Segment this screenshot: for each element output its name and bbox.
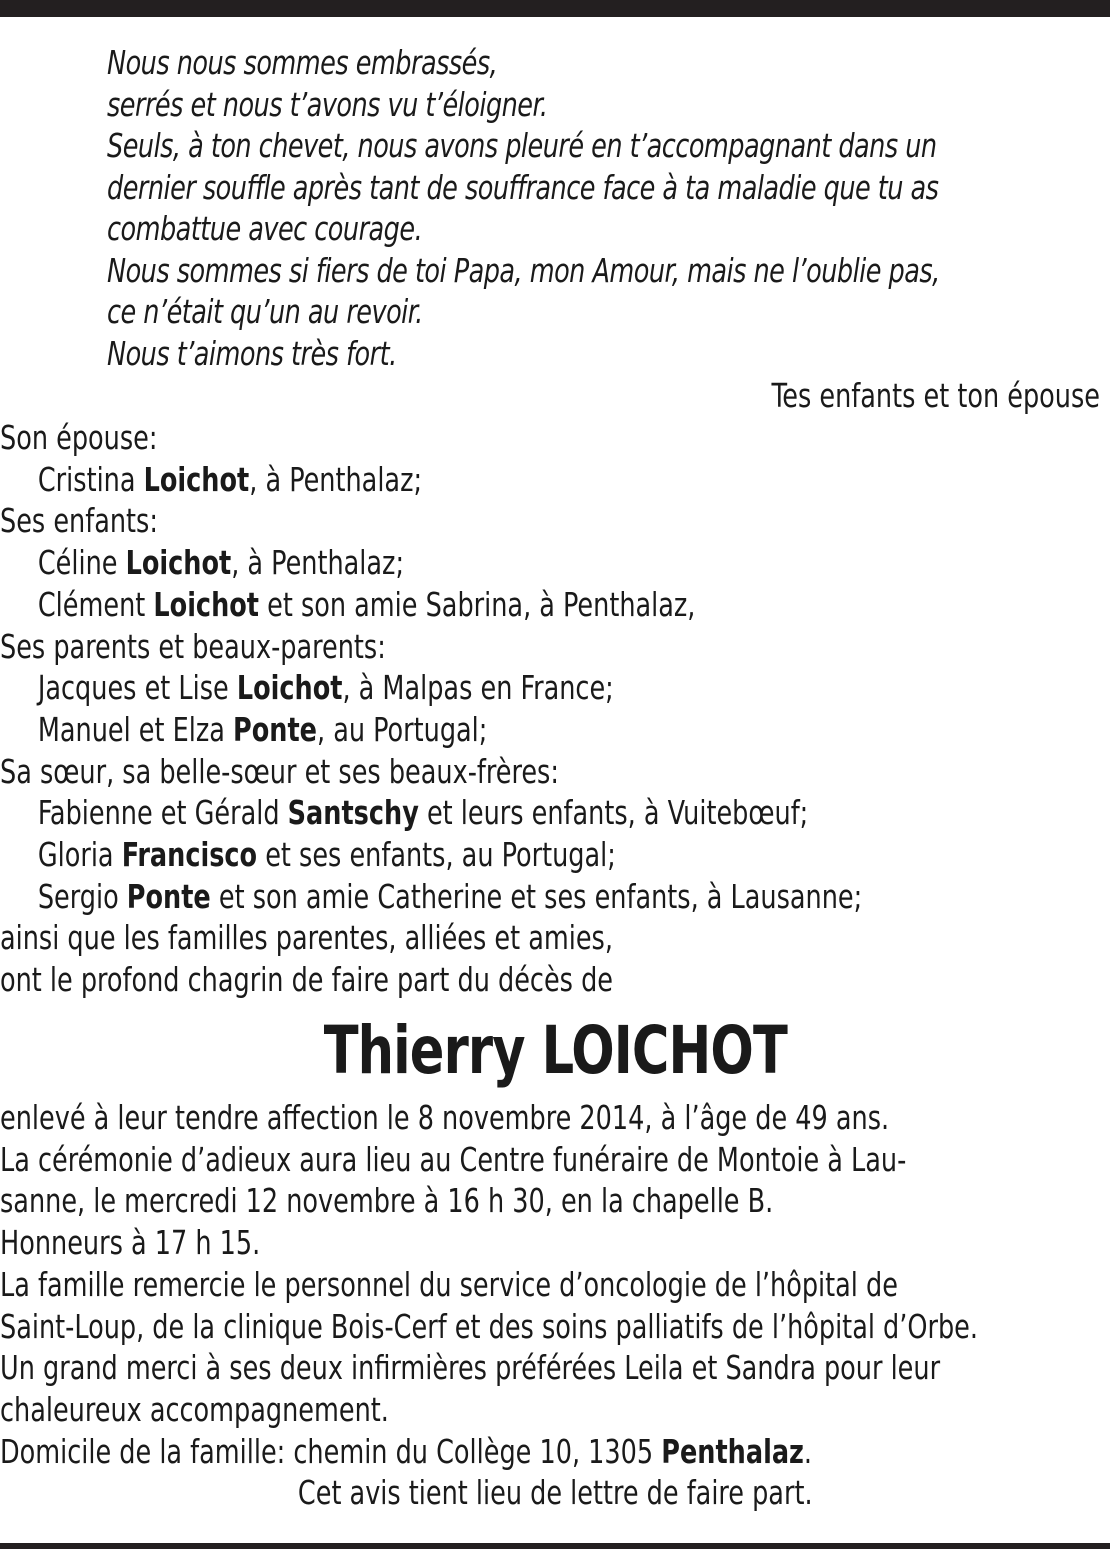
closing-line: ainsi que les familles parentes, alliées et amies, [0,918,613,958]
family-address: Domicile de la famille: chemin du Collège 10, 1305 Penthalaz. [0,1431,813,1471]
family-member-sibling: Sergio Ponte et son amie Catherine et ses enfants, à Lausanne; [37,876,863,916]
poem-line: Nous t’aimons très fort. [107,333,397,373]
notice-line: Cet avis tient lieu de lettre de faire part. [297,1473,813,1513]
family-member-spouse: Cristina Loichot, à Penthalaz; [37,459,423,499]
poem-line: Seuls, à ton chevet, nous avons pleuré en t’accompagnant dans un [107,126,937,165]
poem-line: serrés et nous t’avons vu t’éloigner. [107,84,548,124]
details-line: enlevé à leur tendre affection le 8 novembre 2014, à l’âge de 49 ans. [0,1098,890,1137]
poem-line: dernier souffle après tant de souffrance face à ta maladie que tu as [107,167,939,207]
family-member-child: Clément Loichot et son amie Sabrina, à Penthalaz, [37,584,696,624]
family-list [0,417,1110,1001]
ceremony-details [0,1097,1110,1514]
poem-signature: Tes enfants et ton épouse [771,376,1100,415]
details-line: sanne, le mercredi 12 novembre à 16 h 30, en la chapelle B. [0,1181,774,1221]
family-member-parents: Manuel et Elza Ponte, au Portugal; [37,709,488,749]
parents-heading: Ses parents et beaux-parents: [0,626,386,666]
details-line: chaleureux accompagnement. [0,1389,389,1429]
poem-line: Nous nous sommes embrassés, [107,43,498,82]
bottom-border-rule [0,1543,1110,1549]
family-member-sibling: Fabienne et Gérald Santschy et leurs enfants, à Vuitebœuf; [37,793,809,833]
poem-line: combattue avec courage. [107,209,423,248]
family-member-child: Céline Loichot, à Penthalaz; [37,543,405,583]
closing-line: ont le profond chagrin de faire part du décès de [0,960,614,1000]
family-member-sibling: Gloria Francisco et ses enfants, au Portugal; [37,835,616,875]
poem [107,42,1107,374]
poem-line: Nous sommes si fiers de toi Papa, mon Amour, mais ne l’oublie pas, [107,250,940,290]
poem-line: ce n’était qu’un au revoir. [107,292,423,331]
family-member-parents: Jacques et Lise Loichot, à Malpas en France; [37,668,614,708]
children-heading: Ses enfants: [0,501,158,541]
details-line: La famille remercie le personnel du service d’oncologie de l’hôpital de [0,1264,898,1304]
details-line: Saint-Loup, de la clinique Bois-Cerf et des soins palliatifs de l’hôpital d’Orbe. [0,1306,978,1346]
top-border-bar [0,0,1110,17]
details-line: La cérémonie d’adieux aura lieu au Centre funéraire de Montoie à Lau- [0,1139,907,1179]
details-line: Honneurs à 17 h 15. [0,1223,261,1263]
siblings-heading: Sa sœur, sa belle-sœur et ses beaux-frères: [0,751,559,791]
details-line: Un grand merci à ses deux infirmières préférées Leila et Sandra pour leur [0,1348,941,1388]
deceased-name: Thierry LOICHOT [323,1012,787,1089]
spouse-heading: Son épouse: [0,418,158,457]
